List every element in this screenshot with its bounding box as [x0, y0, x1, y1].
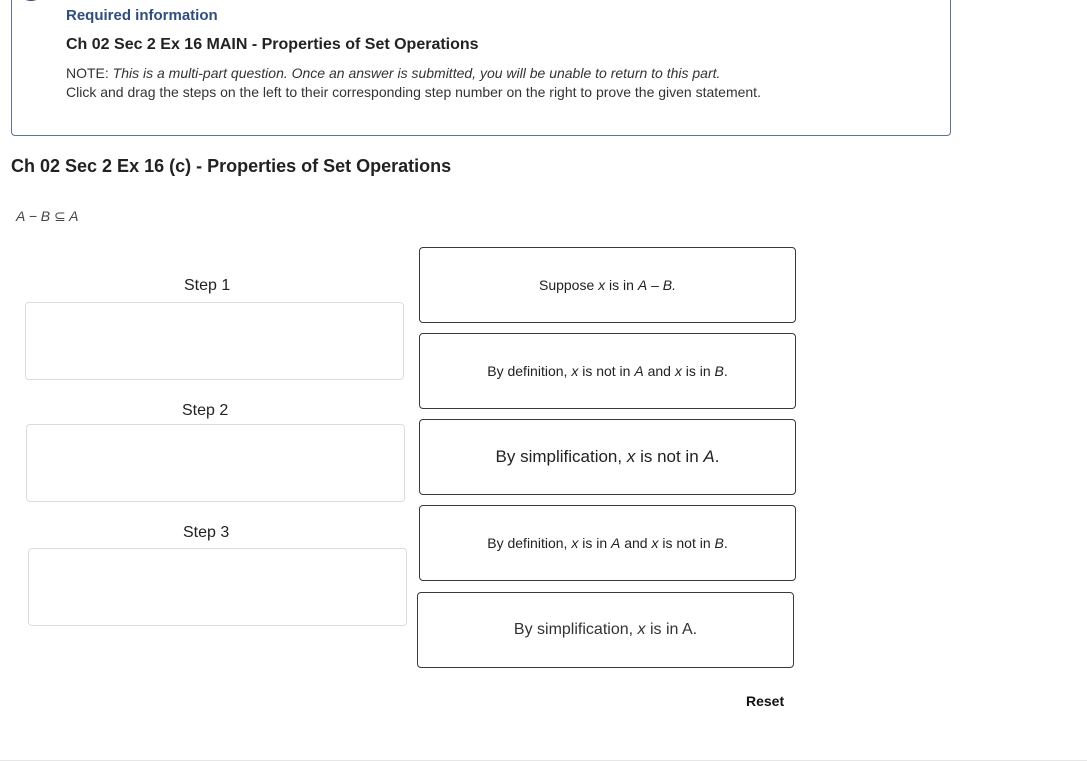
step-card-text-segment: and: [620, 535, 652, 551]
step-card-text-segment: is not in: [635, 447, 704, 466]
step-3-drop-zone[interactable]: [28, 548, 407, 626]
draggable-step-card[interactable]: [419, 247, 796, 323]
step-card-text-segment: B: [714, 363, 724, 379]
step-card-text-segment: By definition,: [487, 535, 572, 551]
step-card-text: [539, 277, 676, 293]
step-card-text-segment: B: [714, 535, 724, 551]
note-line: [66, 65, 720, 81]
step-card-text-segment: By simplification,: [495, 447, 627, 466]
step-card-text-segment: A: [637, 277, 648, 293]
step-card-text-segment: By simplification,: [513, 621, 638, 638]
required-info-panel: [11, 0, 951, 136]
step-card-text-segment: x: [598, 277, 606, 293]
step-3-label: Step 3: [183, 524, 230, 541]
step-card-text-segment: is not in: [578, 363, 635, 379]
step-card-text-segment: .: [723, 535, 728, 551]
part-title: Ch 02 Sec 2 Ex 16 (c) - Properties of Set Operations: [11, 156, 452, 176]
step-card-text-segment: .: [723, 363, 728, 379]
reset-button[interactable]: Reset: [746, 693, 785, 709]
draggable-step-card[interactable]: [419, 333, 796, 409]
step-card-text-segment: is in: [605, 277, 638, 293]
step-card-text-segment: x: [637, 621, 646, 638]
step-card-text-segment: is not in: [658, 535, 715, 551]
step-card-text: [514, 621, 697, 639]
step-card-text: [487, 535, 728, 551]
step-card-text-segment: and: [643, 363, 675, 379]
step-2-drop-zone[interactable]: [26, 424, 405, 502]
draggable-step-card[interactable]: [417, 592, 794, 668]
step-2-label: Step 2: [182, 402, 229, 419]
required-info-label: Required information: [66, 7, 218, 24]
question-main-title: Ch 02 Sec 2 Ex 16 MAIN - Properties of Set Operations: [66, 36, 479, 53]
step-card-text-segment: x: [626, 447, 636, 466]
draggable-step-card[interactable]: [419, 505, 796, 581]
instructions-text: Click and drag the steps on the left to their corresponding step number on the right to prove the given statement.: [66, 84, 761, 100]
divider: [0, 760, 1087, 761]
step-1-label: Step 1: [184, 277, 231, 294]
statement-to-prove: A − B ⊆ A: [16, 208, 79, 224]
step-1-drop-zone[interactable]: [25, 302, 404, 380]
step-card-text-segment: –: [647, 277, 663, 293]
step-card-text-segment: A: [703, 447, 715, 466]
step-card-text-segment: By definition,: [487, 363, 572, 379]
step-card-text-segment: B.: [662, 277, 676, 293]
note-prefix: NOTE:: [66, 65, 109, 81]
step-card-text-segment: is in: [681, 363, 715, 379]
step-card-text-segment: x: [571, 535, 579, 551]
step-card-text-segment: is in: [578, 535, 611, 551]
note-text: This is a multi-part question. Once an answer is submitted, you will be unable to return to this part.: [108, 65, 721, 81]
info-badge-icon: [16, 0, 46, 1]
step-card-text: [496, 447, 720, 467]
step-card-text-segment: A: [611, 535, 621, 551]
draggable-step-card[interactable]: [419, 419, 796, 495]
step-card-text-segment: .: [714, 447, 720, 466]
step-card-text: [487, 363, 728, 379]
step-card-text-segment: x: [651, 535, 659, 551]
step-card-text-segment: A: [634, 363, 644, 379]
step-card-text-segment: x: [674, 363, 682, 379]
step-card-text-segment: x: [571, 363, 579, 379]
step-card-text-segment: Suppose: [538, 277, 599, 293]
step-card-text-segment: is in A.: [645, 621, 698, 638]
